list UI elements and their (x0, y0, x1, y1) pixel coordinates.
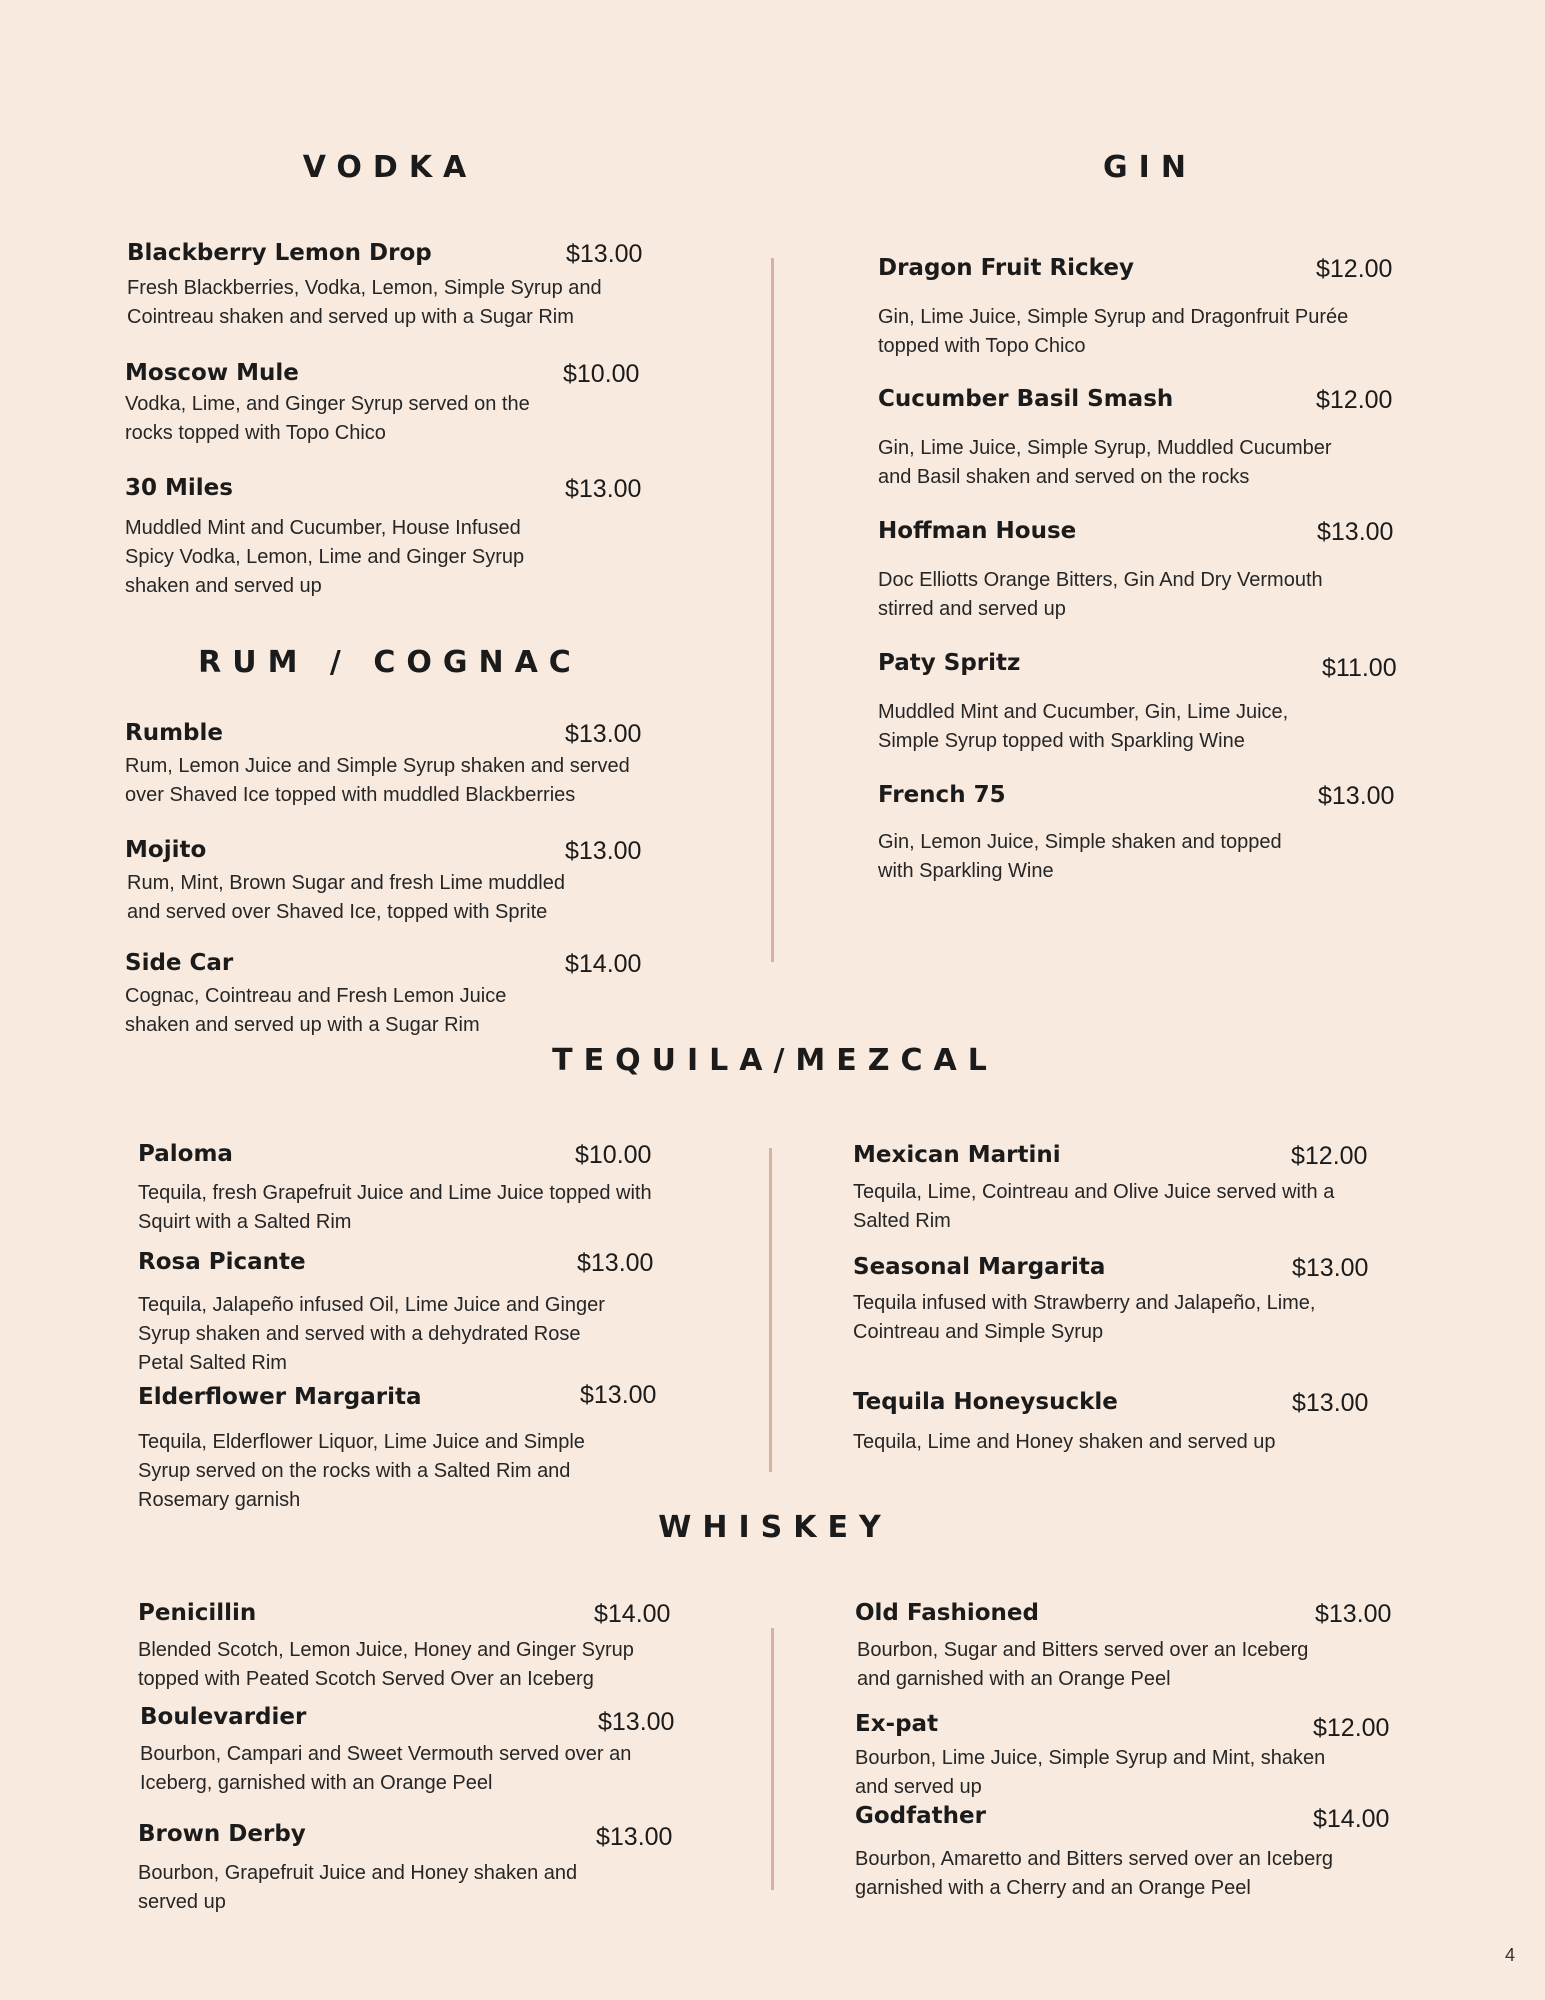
item-description: Tequila, Lime and Honey shaken and served up (853, 1431, 1276, 1453)
item-price: $13.00 (1292, 1389, 1369, 1417)
item-price: $13.00 (577, 1249, 654, 1277)
item-name: Cucumber Basil Smash (878, 386, 1174, 412)
item-name: 30 Miles (125, 475, 233, 501)
item-description: Gin, Lemon Juice, Simple shaken and topped with Sparkling Wine (878, 831, 1282, 882)
column-divider (771, 1628, 774, 1890)
item-name: Brown Derby (138, 1821, 306, 1847)
page-number: 4 (1504, 1945, 1515, 1965)
item-name: Paloma (138, 1141, 233, 1167)
item-description: Rum, Lemon Juice and Simple Syrup shaken and served over Shaved Ice topped with muddled Blackberries (125, 755, 630, 806)
item-description: Gin, Lime Juice, Simple Syrup and Dragonfruit Purée topped with Topo Chico (878, 306, 1349, 357)
item-price: $13.00 (1318, 782, 1395, 810)
menu-item (878, 650, 1418, 756)
item-price: $13.00 (1317, 518, 1394, 546)
item-description: Bourbon, Lime Juice, Simple Syrup and Mint, shaken and served up (855, 1747, 1326, 1798)
menu-item (855, 1803, 1395, 1903)
item-name: Seasonal Margarita (853, 1254, 1106, 1280)
item-price: $13.00 (565, 720, 642, 748)
column-divider (769, 1148, 772, 1472)
item-description: Bourbon, Grapefruit Juice and Honey shaken and served up (138, 1862, 578, 1913)
item-description: Doc Elliotts Orange Bitters, Gin And Dry Vermouth stirred and served up (878, 569, 1323, 620)
item-price: $12.00 (1316, 255, 1393, 283)
item-name: Elderflower Margarita (138, 1384, 422, 1410)
item-price: $14.00 (1313, 1805, 1390, 1833)
item-name: Penicillin (138, 1600, 257, 1626)
menu-item (853, 1389, 1393, 1457)
item-description: Blended Scotch, Lemon Juice, Honey and Ginger Syrup topped with Peated Scotch Served Over an Iceberg (138, 1639, 634, 1690)
menu-item (138, 1821, 678, 1917)
section-heading-vodka: VODKA (302, 150, 478, 185)
menu-item (138, 1600, 678, 1694)
item-name: French 75 (878, 782, 1006, 808)
menu-item (138, 1141, 678, 1237)
menu-item (138, 1249, 678, 1378)
menu-item (140, 1704, 680, 1798)
section-heading-rum-cognac: RUM / COGNAC (198, 645, 582, 680)
menu-item (878, 255, 1418, 361)
menu-item (125, 950, 665, 1040)
item-description: Cognac, Cointreau and Fresh Lemon Juice shaken and served up with a Sugar Rim (125, 985, 507, 1036)
column-divider (771, 258, 774, 962)
item-description: Muddled Mint and Cucumber, Gin, Lime Juice, Simple Syrup topped with Sparkling Wine (878, 701, 1289, 752)
item-price: $14.00 (565, 950, 642, 978)
item-price: $12.00 (1291, 1142, 1368, 1170)
item-price: $13.00 (598, 1708, 675, 1736)
item-name: Blackberry Lemon Drop (127, 240, 432, 266)
item-price: $13.00 (596, 1823, 673, 1851)
menu-item (878, 782, 1418, 886)
item-name: Boulevardier (140, 1704, 307, 1730)
item-name: Side Car (125, 950, 234, 976)
item-name: Old Fashioned (855, 1600, 1039, 1626)
menu-item (125, 475, 665, 601)
item-name: Rosa Picante (138, 1249, 306, 1275)
item-description: Tequila infused with Strawberry and Jalapeño, Lime, Cointreau and Simple Syrup (853, 1292, 1316, 1343)
item-name: Mojito (125, 837, 207, 863)
item-price: $13.00 (580, 1381, 657, 1409)
item-description: Tequila, fresh Grapefruit Juice and Lime Juice topped with Squirt with a Salted Rim (138, 1182, 652, 1233)
menu-item (125, 837, 665, 927)
menu-item (878, 518, 1418, 624)
menu-item (878, 386, 1418, 492)
menu-item (855, 1600, 1395, 1694)
item-description: Rum, Mint, Brown Sugar and fresh Lime muddled and served over Shaved Ice, topped with Sprite (127, 872, 565, 923)
item-price: $13.00 (1292, 1254, 1369, 1282)
item-description: Tequila, Elderflower Liquor, Lime Juice and Simple Syrup served on the rocks with a Salted Rim and Rosemary garnish (138, 1431, 585, 1511)
item-name: Dragon Fruit Rickey (878, 255, 1134, 281)
item-name: Hoffman House (878, 518, 1077, 544)
item-price: $13.00 (565, 475, 642, 503)
item-name: Ex-pat (855, 1711, 939, 1737)
item-description: Vodka, Lime, and Ginger Syrup served on the rocks topped with Topo Chico (125, 393, 530, 444)
menu-item (853, 1254, 1393, 1347)
item-price: $13.00 (565, 837, 642, 865)
item-name: Mexican Martini (853, 1142, 1061, 1168)
item-description: Muddled Mint and Cucumber, House Infused Spicy Vodka, Lemon, Lime and Ginger Syrup shaken and served up (125, 517, 525, 597)
item-price: $13.00 (566, 240, 643, 268)
section-heading-gin: GIN (1103, 150, 1197, 185)
item-name: Moscow Mule (125, 360, 299, 386)
item-description: Gin, Lime Juice, Simple Syrup, Muddled Cucumber and Basil shaken and served on the rocks (878, 437, 1332, 488)
item-price: $13.00 (1315, 1600, 1392, 1628)
item-price: $12.00 (1313, 1714, 1390, 1742)
item-name: Godfather (855, 1803, 986, 1829)
menu-item (853, 1142, 1393, 1236)
item-name: Rumble (125, 720, 223, 746)
item-description: Bourbon, Amaretto and Bitters served over an Iceberg garnished with a Cherry and an Orange Peel (855, 1848, 1334, 1899)
item-description: Tequila, Lime, Cointreau and Olive Juice served with a Salted Rim (853, 1181, 1335, 1232)
menu-item (125, 360, 665, 448)
item-price: $10.00 (563, 360, 640, 388)
menu-item (855, 1711, 1395, 1802)
item-name: Tequila Honeysuckle (853, 1389, 1118, 1415)
item-description: Tequila, Jalapeño infused Oil, Lime Juice and Ginger Syrup shaken and served with a dehydrated Rose Petal Salted Rim (138, 1294, 605, 1374)
item-price: $14.00 (594, 1600, 671, 1628)
item-price: $11.00 (1322, 654, 1397, 682)
item-description: Fresh Blackberries, Vodka, Lemon, Simple Syrup and Cointreau shaken and served up with a Sugar Rim (127, 277, 602, 328)
item-price: $12.00 (1316, 386, 1393, 414)
item-description: Bourbon, Sugar and Bitters served over an Iceberg and garnished with an Orange Peel (857, 1639, 1309, 1690)
item-description: Bourbon, Campari and Sweet Vermouth served over an Iceberg, garnished with an Orange Peel (140, 1743, 632, 1794)
item-price: $10.00 (575, 1141, 652, 1169)
menu-item (127, 240, 667, 332)
section-heading-whiskey: WHISKEY (658, 1510, 892, 1545)
menu-item (138, 1381, 678, 1515)
section-heading-tequila-mezcal: TEQUILA/MEZCAL (552, 1043, 998, 1078)
menu-item (125, 720, 665, 810)
item-name: Paty Spritz (878, 650, 1021, 676)
